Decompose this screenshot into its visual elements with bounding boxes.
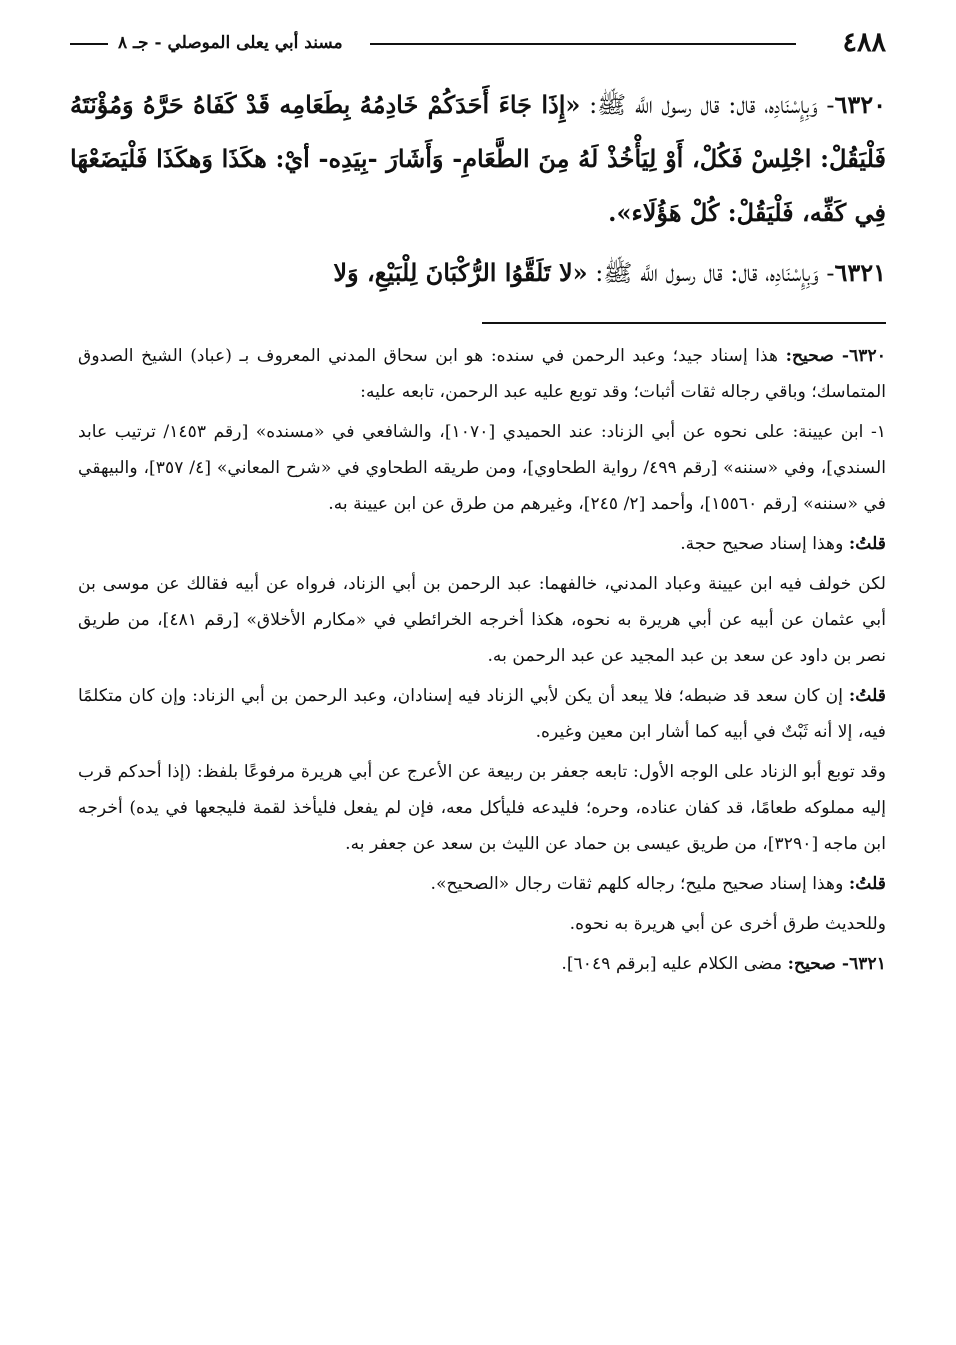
footnote-paragraph	[78, 414, 886, 522]
hadith-isnad: وَبِإِسْنَادِه، قال: قال رسول اللَّه ﷺ:	[587, 259, 819, 287]
running-title: مسند أبي يعلى الموصلي - جـ ٨	[118, 33, 343, 53]
qultu-label: قلتُ:	[848, 874, 886, 894]
footnote-paragraph	[78, 526, 886, 562]
hadith-matn: «إِذَا جَاءَ أَحَدَكُمْ خَادِمُهُ بِطَعَامِه قَدْ كَفَاهُ حَرَّهُ وَمُؤْنَتَهُ فَلْيَقُلْ: اجْلِسْ فَكُلْ، أَوْ لِيَأْخُذْ لَهُ مِنَ الطَّعَامِ- وَأَشَارَ -بِيَدِه- أيْ: هكَذَا وَهكَذَا فَلْيَضَعْهَا فِي كَفِّه، فَلْيَقُلْ: كُلْ هَؤُلَاء».	[70, 90, 886, 227]
footnote-text: وقد توبع أبو الزناد على الوجه الأول: تابعه جعفر بن ربيعة عن الأعرج عن أبي هريرة مرفوعًا بلفظ: (إذا أحدكم قرب إليه مملوكه طعامًا، قد كفان عناده، وحره؛ فليدعه فليأكل معه، فإن لم يفعل فليأخذ لقمة فليجعها في يده) أخرجه ابن ماجه [٣٢٩٠]، من طريق عيسى بن حماد عن الليث بن سعد عن جعفر به.	[78, 762, 886, 854]
footnote-text: وللحديث طرق أخرى عن أبي هريرة به نحوه.	[569, 914, 886, 934]
qultu-label: قلتُ:	[848, 534, 886, 554]
hadith-dash: -	[817, 91, 835, 119]
footnote-6321	[78, 946, 886, 982]
hadith-6321	[70, 246, 886, 300]
footnote-paragraph	[78, 906, 886, 942]
header-rule	[370, 43, 796, 45]
footnote-text: لكن خولف فيه ابن عيينة وعباد المدني، خالفهما: عبد الرحمن بن أبي الزناد، فرواه عن أبيه فقالك عن موسى بن أبي عثمان عن أبيه عن أبي هريرة به نحوه، هكذا أخرجه الخرائطي في «مكارم الأخلاق» [رقم ٤٨١]، من طريق نصر بن داود عن سعد بن عبد المجيد عن عبد الرحمن به.	[78, 574, 886, 666]
footnote-paragraph	[78, 866, 886, 902]
footnote-6320	[78, 338, 886, 410]
footnote-number: ٦٣٢١- صحيح:	[787, 954, 886, 974]
page-header	[70, 26, 886, 60]
footnote-paragraph	[78, 754, 886, 862]
hadith-isnad: وَبِإِسْنَادِه، قال: قال رسول اللَّه ﷺ:	[580, 91, 818, 119]
hadith-6320	[70, 78, 886, 240]
footnote-paragraph	[78, 566, 886, 674]
footnote-text: هذا إسناد جيد؛ وعبد الرحمن في سنده: هو ابن سحاق المدني المعروف بـ (عباد) الشيخ الصدوق المتماسك؛ وباقي رجاله ثقات أثبات؛ وقد توبع عليه عبد الرحمن، تابعه عليه:	[78, 346, 886, 402]
footnote-text: ١- ابن عيينة: على نحوه عن أبي الزناد: عند الحميدي [١٠٧٠]، والشافعي في «مسنده» [رقم ١٤٥٣/ ترتيب عابد السندي]، وفي «سننه» [رقم ٤٩٩/ رواية الطحاوي]، ومن طريقه الطحاوي في «شرح المعاني» [٤/ ٣٥٧]، والبيهقي في «سننه» [رقم ١٥٥٦٠]، وأحمد [٢/ ٢٤٥]، وغيرهم من طرق عن ابن عيينة به.	[78, 422, 887, 514]
footnotes	[78, 338, 886, 986]
header-dash	[70, 43, 108, 45]
footnote-separator	[482, 322, 886, 324]
footnote-number: ٦٣٢٠- صحيح:	[785, 346, 886, 366]
hadith-number: ٦٣٢١	[834, 258, 886, 287]
hadith-text	[70, 78, 886, 306]
footnote-text: وهذا إسناد صحيح مليح؛ رجاله كلهم ثقات رجال «الصحيح».	[430, 874, 849, 894]
footnote-text: إن كان سعد قد ضبطه؛ فلا يبعد أن يكن لأبي الزناد فيه إسنادان، وعبد الرحمن بن أبي الزناد: وإن كان متكلمًا فيه، إلا أنه ثَبْتٌ في أبيه كما أشار ابن معين وغيره.	[78, 686, 886, 742]
footnote-paragraph	[78, 678, 886, 750]
hadith-dash: -	[818, 259, 835, 287]
hadith-matn: «لا تَلَقَّوُا الرُّكْبَانَ لِلْبَيْعِ، وَلا	[333, 258, 588, 287]
qultu-label: قلتُ:	[848, 686, 886, 706]
footnote-text: مضى الكلام عليه [برقم ٦٠٤٩].	[561, 954, 788, 974]
page-number: ٤٨٨	[842, 27, 886, 58]
footnote-text: وهذا إسناد صحيح حجة.	[680, 534, 849, 554]
hadith-number: ٦٣٢٠	[834, 90, 886, 119]
